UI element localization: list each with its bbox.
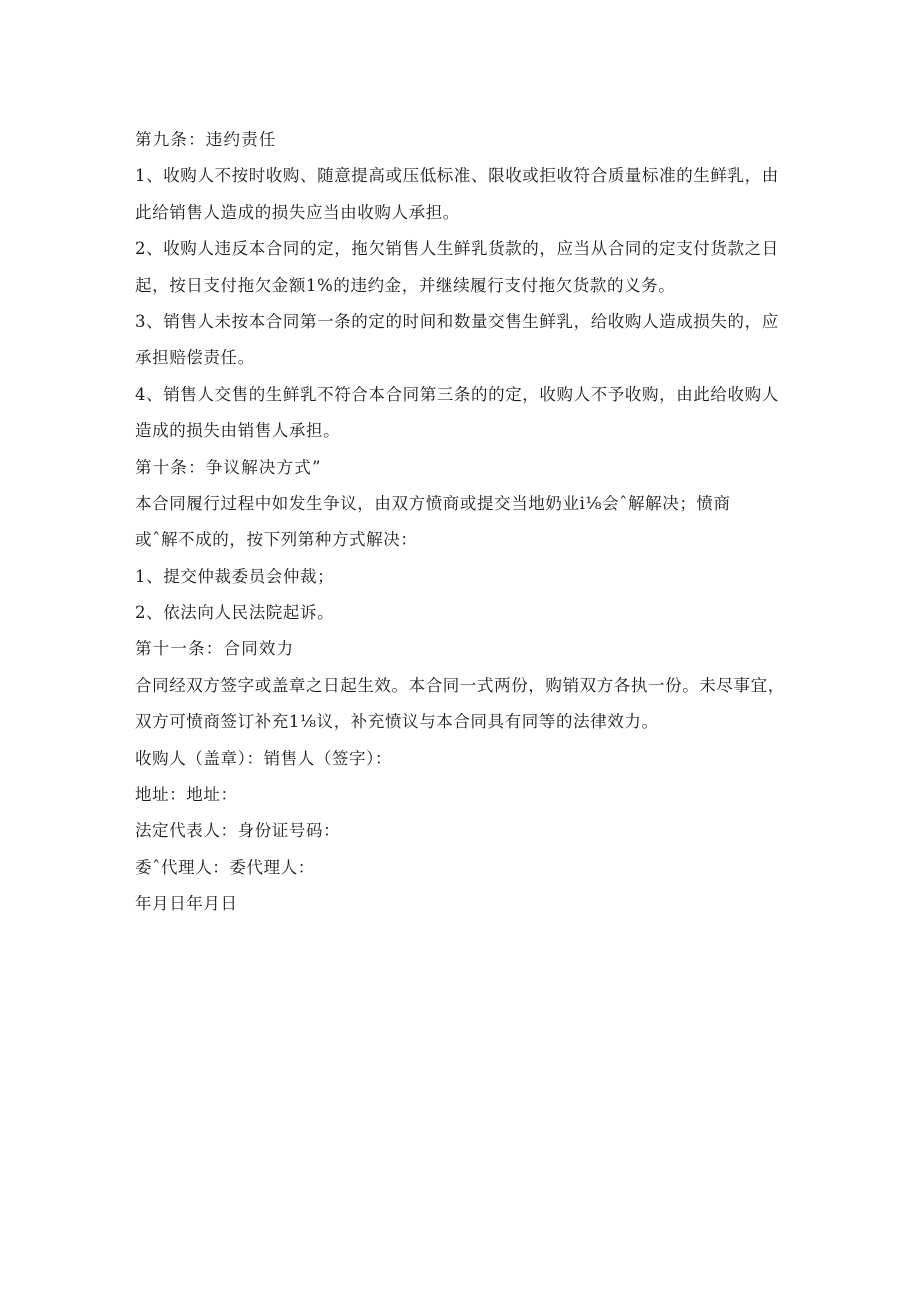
date-line: 年月日年月日 <box>135 894 238 914</box>
article-10-paragraph-line-2: 或ˆ解不成的，按下列第种方式解决： <box>135 530 418 550</box>
article-11-paragraph-line-2: 双方可愤商签订补充1⅛议，补充愤议与本合同具有同等的法律效力。 <box>135 712 659 732</box>
article-9-clause-2-line-1: 2、收购人违反本合同的定，拖欠销售人生鲜乳货款的，应当从合同的定支付货款之日 <box>135 239 779 259</box>
article-11-heading: 第十一条：合同效力 <box>135 639 295 659</box>
address-line: 地址：地址： <box>135 785 238 805</box>
article-10-heading: 第十条：争议解决方式” <box>135 457 322 477</box>
article-9-clause-4-line-2: 造成的损失由销售人承担。 <box>135 421 341 441</box>
article-10-paragraph-line-1: 本合同履行过程中如发生争议，由双方愤商或提交当地奶业i⅛会ˆ解解决；愤商 <box>135 493 731 513</box>
article-10-option-2: 2、依法向人民法院起诉。 <box>135 603 335 623</box>
article-11-paragraph-line-1: 合同经双方签字或盖章之日起生效。本合同一式两份，购销双方各执一份。未尽事宜， <box>135 675 785 695</box>
article-9-heading: 第九条：违约责任 <box>135 130 277 149</box>
signature-parties-line: 收购人（盖章）：销售人（签字）： <box>135 748 393 768</box>
article-9-clause-1-line-2: 此给销售人造成的损失应当由收购人承担。 <box>135 202 460 222</box>
article-9-clause-4-line-1: 4、销售人交售的生鲜乳不符合本合同第三条的的定，收购人不予收购，由此给收购人 <box>135 384 779 404</box>
legal-representative-line: 法定代表人：身份证号码： <box>135 821 341 841</box>
article-9-clause-3-line-2: 承担赔偿责任。 <box>135 348 255 368</box>
authorized-agent-line: 委ˆ代理人：委代理人： <box>135 857 315 877</box>
document-body <box>135 122 785 923</box>
article-9-clause-3-line-1: 3、销售人未按本合同第一条的定的时间和数量交售生鲜乳，给收购人造成损失的，应 <box>135 311 779 331</box>
article-9-clause-1-line-1: 1、收购人不按时收购、随意提高或压低标准、限收或拒收符合质量标准的生鲜乳，由 <box>135 166 779 186</box>
article-9-clause-2-line-2: 起，按日支付拖欠金额1%的违约金，并继续履行支付拖欠货款的义务。 <box>135 275 676 295</box>
article-10-option-1: 1、提交仲裁委员会仲裁； <box>135 566 335 586</box>
